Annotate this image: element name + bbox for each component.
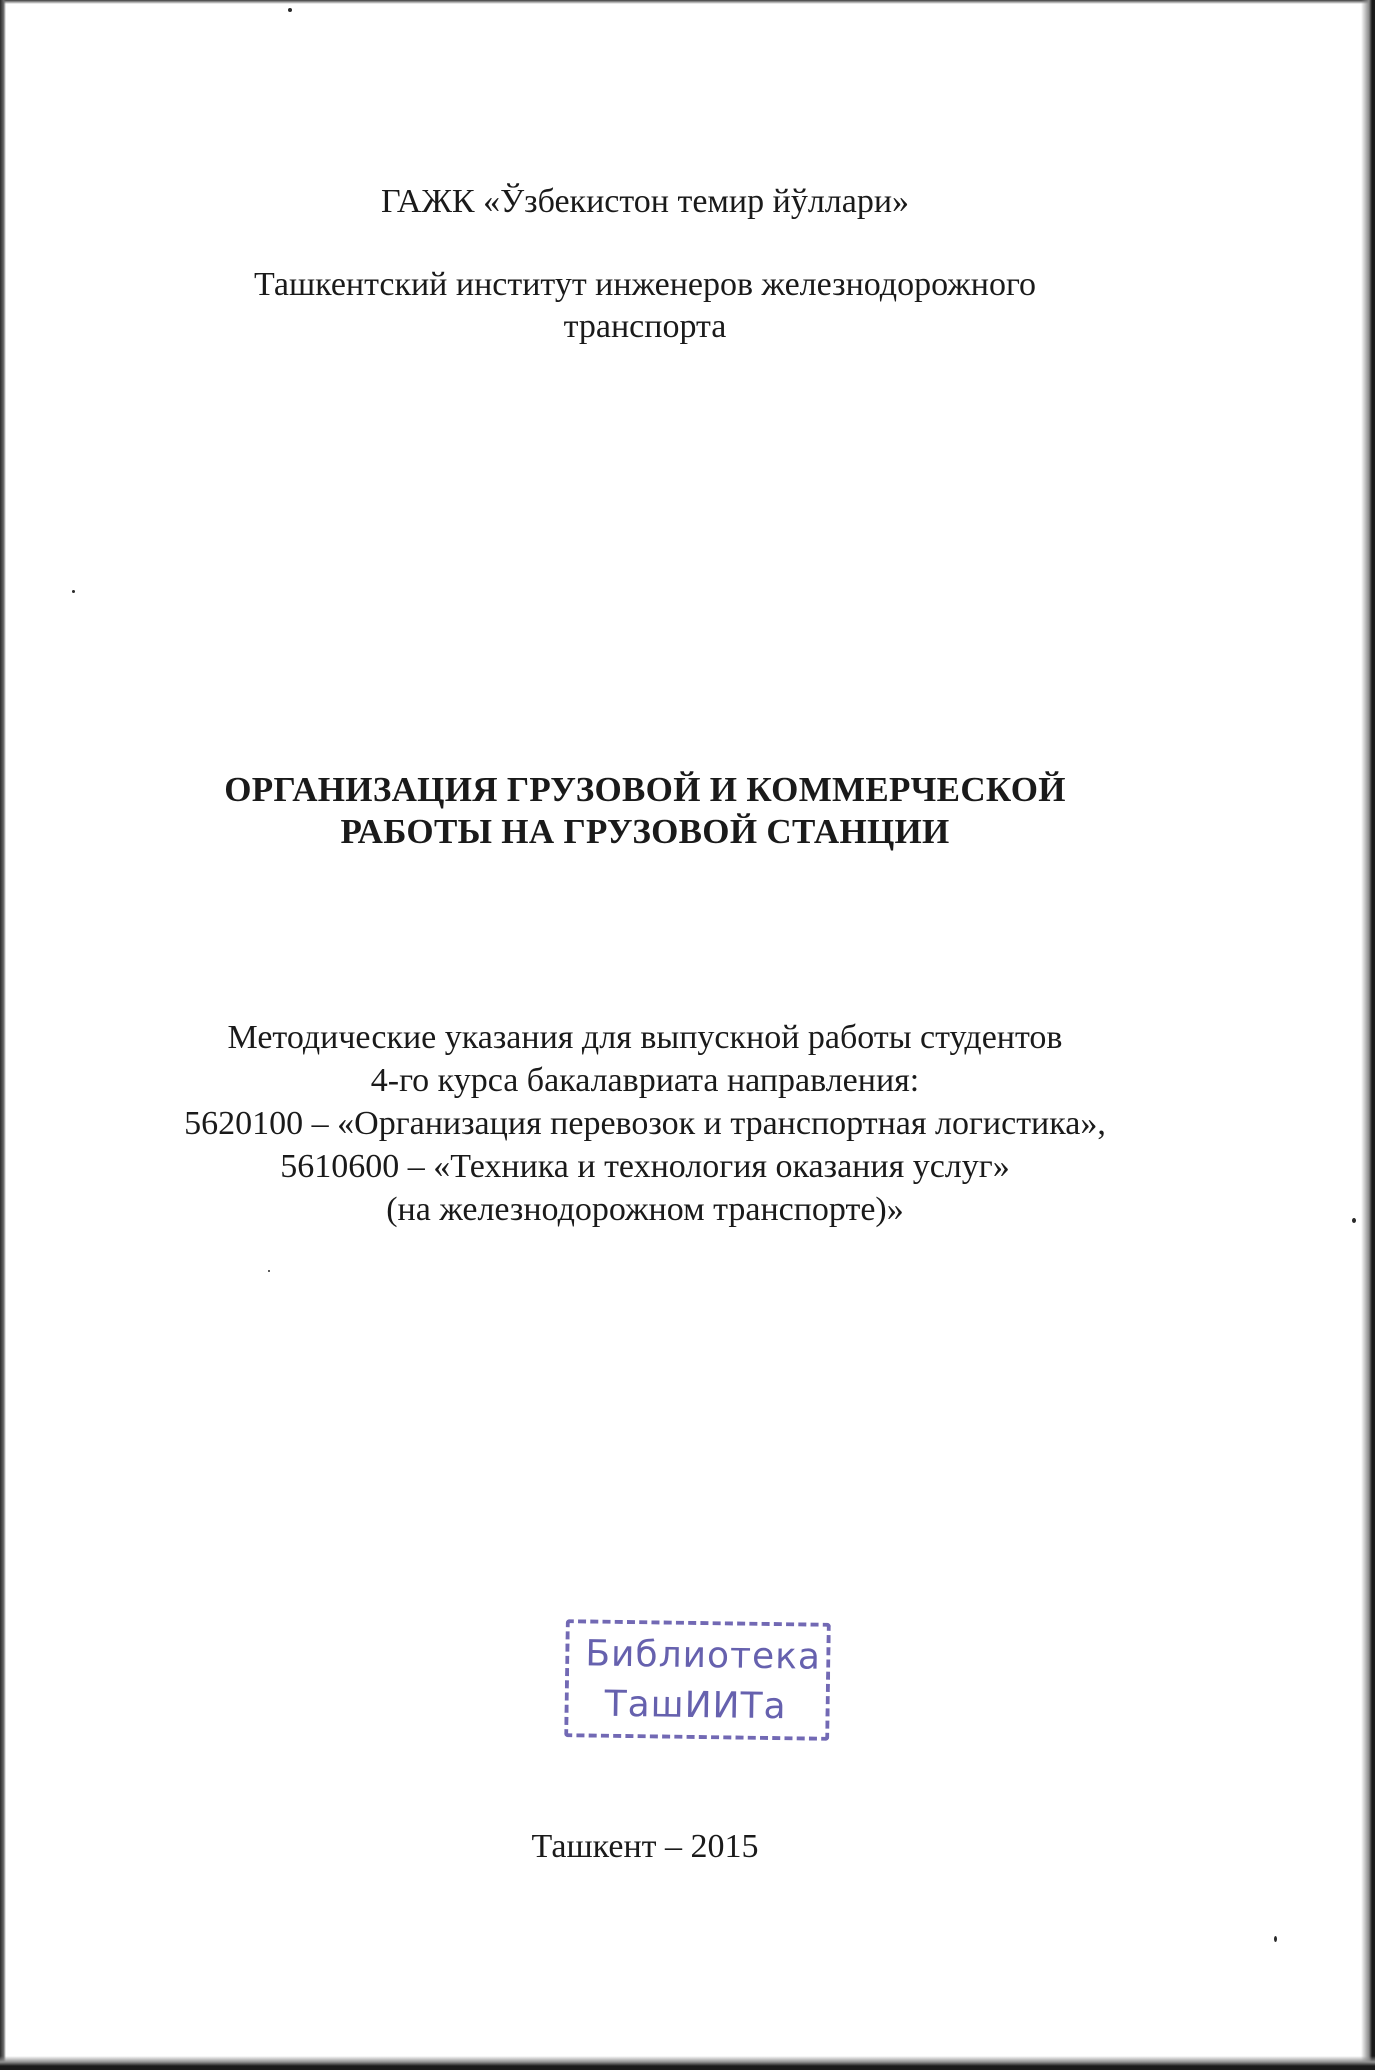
- library-stamp: [564, 1619, 831, 1741]
- stamp-text-library: Библиотека: [585, 1633, 822, 1678]
- description-line-3: 5620100 – «Организация перевозок и транспортная логистика»,: [184, 1105, 1106, 1142]
- description-line-4: 5610600 – «Техника и технология оказания услуг»: [280, 1148, 1010, 1185]
- scan-edge-top: [0, 0, 1375, 4]
- organization-name: ГАЖК «Ўзбекистон темир йўллари»: [380, 183, 910, 220]
- stamp-text-institute: ТашИИТа: [604, 1683, 787, 1728]
- description-line-1: Методические указания для выпускной работы студентов: [227, 1019, 1063, 1056]
- description-line-2: 4-го курса бакалавриата направления:: [370, 1062, 920, 1099]
- scan-speck: [1352, 1218, 1356, 1223]
- institute-name-line-1: Ташкентский институт инженеров железнодорожного: [253, 266, 1037, 303]
- description-line-5: (на железнодорожном транспорте)»: [386, 1191, 904, 1228]
- document-title-line-1: ОРГАНИЗАЦИЯ ГРУЗОВОЙ И КОММЕРЧЕСКОЙ: [224, 770, 1066, 809]
- scan-speck: [288, 8, 292, 12]
- scan-edge-right: [1361, 0, 1375, 2070]
- scan-speck: [268, 1270, 270, 1272]
- scan-speck: [1274, 1936, 1277, 1942]
- document-title-line-2: РАБОТЫ НА ГРУЗОВОЙ СТАНЦИИ: [340, 812, 950, 851]
- scan-speck: [72, 590, 75, 593]
- city-year: Ташкент – 2015: [531, 1828, 759, 1865]
- scan-edge-bottom: [0, 2056, 1375, 2070]
- institute-name-line-2: транспорта: [563, 308, 727, 345]
